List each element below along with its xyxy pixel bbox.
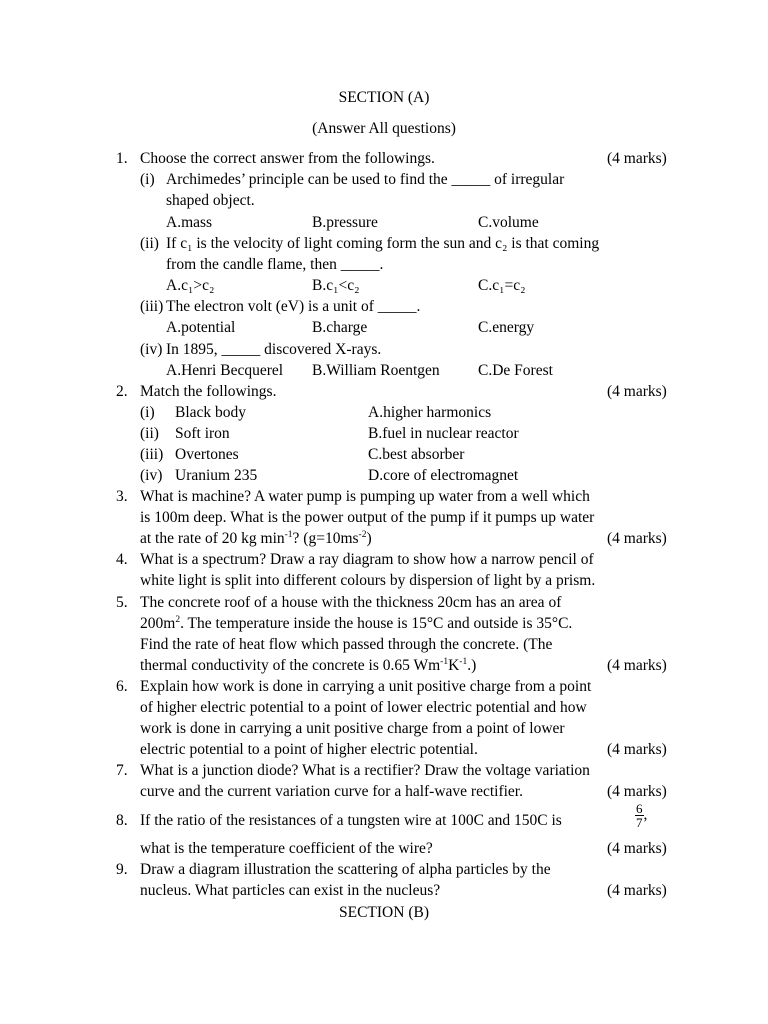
question-number: 2. (116, 383, 128, 400)
match-right: A.higher harmonics (368, 404, 492, 421)
match-label: (ii) (140, 425, 159, 442)
option-a: A.potential (166, 319, 236, 336)
option-b: B.charge (312, 319, 368, 336)
match-label: (i) (140, 404, 155, 421)
option-c: C.De Forest (478, 362, 553, 379)
option-a: A.Henri Becquerel (166, 362, 284, 379)
match-label: (iii) (140, 446, 164, 463)
sub-question-text: shaped object. (166, 192, 255, 209)
marks-label: (4 marks) (607, 783, 667, 800)
section-a-heading: SECTION (A) (338, 89, 430, 106)
question-text: is 100m deep. What is the power output of the pump if it pumps up water (140, 509, 595, 526)
marks-label: (4 marks) (607, 840, 667, 857)
fraction-comma: , (643, 806, 648, 824)
question-text: The concrete roof of a house with the thickness 20cm has an area of (140, 594, 562, 611)
question-number: 6. (116, 678, 128, 695)
instruction: (Answer All questions) (312, 120, 456, 137)
sub-question-text: If c₁ is the velocity of light coming form the sun and c₂ is that coming (166, 235, 600, 252)
question-number: 1. (116, 150, 128, 167)
option-b: B.William Roentgen (312, 362, 440, 379)
question-text: electric potential to a point of higher electric potential. (140, 741, 478, 758)
match-left: Uranium 235 (175, 467, 258, 484)
marks-label: (4 marks) (607, 882, 667, 899)
option-c: C.volume (478, 214, 539, 231)
sub-question-label: (ii) (140, 235, 159, 252)
question-text: What is machine? A water pump is pumping up water from a well which (140, 488, 590, 505)
fraction-numerator: 6 (636, 801, 643, 816)
question-text: at the rate of 20 kg $\min^{-1}$? $(g=10ms^{-2})$ (140, 529, 372, 547)
question-number: 7. (116, 762, 128, 779)
option-c: C.energy (478, 319, 535, 336)
fraction (633, 802, 647, 829)
question-number: 9. (116, 861, 128, 878)
question-text: Explain how work is done in carrying a unit positive charge from a point (140, 678, 592, 695)
match-label: (iv) (140, 467, 163, 484)
option-b: B.c₁<c₂ (312, 277, 360, 294)
question-text: If the ratio of the resistances of a tungsten wire at 100C and 150C is (140, 812, 562, 829)
match-right: C.best absorber (368, 446, 465, 463)
match-left: Overtones (175, 446, 239, 463)
fraction-denominator: 7 (636, 815, 643, 830)
sub-question-text: In 1895, _____ discovered X-rays. (166, 341, 382, 358)
question-text: white light is split into different colours by dispersion of light by a prism. (140, 572, 596, 589)
question-text: of higher electric potential to a point of lower electric potential and how (140, 699, 587, 716)
question-text: What is a junction diode? What is a rectifier? Draw the voltage variation (140, 762, 590, 779)
sub-question-text: Archimedes’ principle can be used to find the _____ of irregular (166, 171, 565, 188)
match-left: Soft iron (175, 425, 230, 442)
sub-question-text: The electron volt (eV) is a unit of _____. (166, 298, 421, 315)
question-text: what is the temperature coefficient of the wire? (140, 840, 433, 857)
option-c: C.c₁=c₂ (478, 277, 526, 294)
sub-question-label: (iii) (140, 298, 164, 315)
match-right: D.core of electromagnet (368, 467, 519, 484)
question-number: 4. (116, 551, 128, 568)
option-a: A.c₁>c₂ (166, 277, 215, 294)
question-text: work is done in carrying a unit positive charge from a point of lower (140, 720, 565, 737)
question-text: Match the followings. (140, 383, 277, 400)
marks-label: (4 marks) (607, 741, 667, 758)
marks-label: (4 marks) (607, 150, 667, 167)
question-text: $200m^2$. The temperature inside the house is 15°C and outside is 35°C. (140, 614, 573, 632)
question-number: 8. (116, 812, 128, 829)
marks-label: (4 marks) (607, 383, 667, 400)
question-text: Draw a diagram illustration the scattering of alpha particles by the (140, 861, 551, 878)
sub-question-text: from the candle flame, then _____. (166, 256, 384, 273)
question-text: Find the rate of heat flow which passed through the concrete. (The (140, 636, 553, 653)
option-a: A.mass (166, 214, 213, 231)
question-text: thermal conductivity of the concrete is 0.65 $Wm^{-1}K^{-1}$.) (140, 656, 477, 674)
match-right: B.fuel in nuclear reactor (368, 425, 519, 442)
marks-label: (4 marks) (607, 530, 667, 547)
marks-label: (4 marks) (607, 657, 667, 674)
question-text: curve and the current variation curve for a half-wave rectifier. (140, 783, 523, 800)
question-text: Choose the correct answer from the followings. (140, 150, 435, 167)
question-text: nucleus. What particles can exist in the nucleus? (140, 882, 441, 899)
question-number: 3. (116, 488, 128, 505)
sub-question-label: (iv) (140, 341, 163, 358)
option-b: B.pressure (312, 214, 378, 231)
section-b-heading: SECTION (B) (339, 904, 429, 921)
question-number: 5. (116, 594, 128, 611)
sub-question-label: (i) (140, 171, 155, 188)
question-text: What is a spectrum? Draw a ray diagram to show how a narrow pencil of (140, 551, 594, 568)
match-left: Black body (175, 404, 247, 421)
